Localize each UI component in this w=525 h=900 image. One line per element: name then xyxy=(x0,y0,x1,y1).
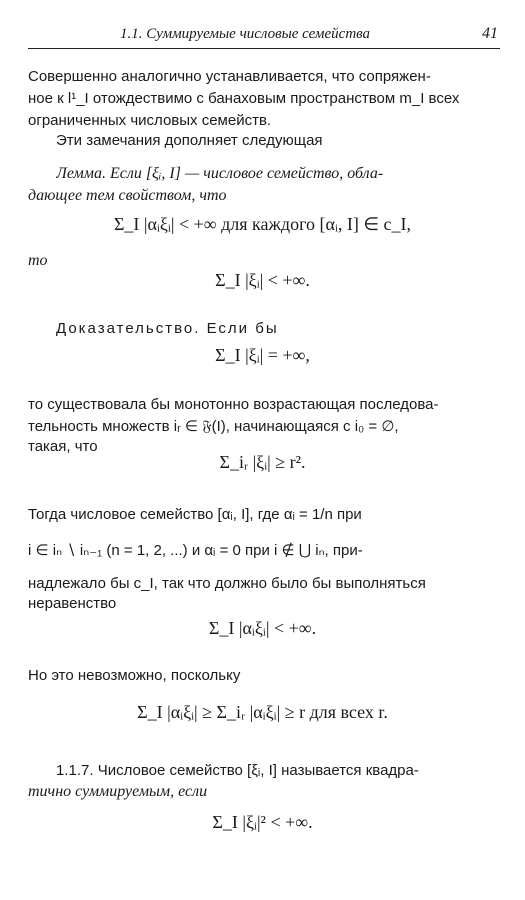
text-line: такая, что xyxy=(28,438,98,455)
text-line: Эти замечания дополняет следующая xyxy=(56,132,323,149)
page-number: 41 xyxy=(482,25,498,42)
formula-4: Σ_iᵣ |ξᵢ| ≥ r². xyxy=(219,452,306,472)
text-line: надлежало бы c_I, так что должно было бы выполняться xyxy=(28,575,426,592)
formula-1: Σ_I |αᵢξᵢ| < +∞ для каждого [αᵢ, I] ∈ c_I, xyxy=(113,214,412,234)
lemma-statement: Лемма. Если [ξᵢ, I] — числовое семейство, обла- xyxy=(56,165,384,182)
formula-6: Σ_I |αᵢξᵢ| ≥ Σ_iᵣ |αᵢξᵢ| ≥ r для всех r. xyxy=(137,702,388,722)
text-line: Тогда числовое семейство [αᵢ, I], где αᵢ = 1/n при xyxy=(28,506,362,523)
text-line: неравенство xyxy=(28,595,117,612)
text-line: ное к l¹_I отождествимо с банаховым пространством m_I всех xyxy=(28,90,460,107)
text-line: ограниченных числовых семейств. xyxy=(28,112,272,129)
text-line: то существовала бы монотонно возрастающая последова- xyxy=(28,396,439,413)
text-line: i ∈ iₙ ∖ iₙ₋₁ (n = 1, 2, ...) и αᵢ = 0 при i ∉ ⋃ iₙ, при- xyxy=(28,542,363,559)
text-line: тельность множеств iᵣ ∈ 𝔉(I), начинающаяся с i₀ = ∅, xyxy=(28,418,399,435)
formula-7: Σ_I |ξᵢ|² < +∞. xyxy=(212,812,313,832)
text-line: Но это невозможно, поскольку xyxy=(28,667,241,684)
definition-cont: тично суммируемым, если xyxy=(28,783,208,800)
proof-start: Доказательство. Если бы xyxy=(56,320,279,337)
formula-5: Σ_I |αᵢξᵢ| < +∞. xyxy=(208,618,317,638)
formula-2: Σ_I |ξᵢ| < +∞. xyxy=(215,270,310,290)
formula-3: Σ_I |ξᵢ| = +∞, xyxy=(215,345,310,365)
section-title: 1.1. Суммируемые числовые семейства xyxy=(120,26,371,42)
definition-start: 1.1.7. Числовое семейство [ξᵢ, I] называется квадра- xyxy=(56,762,419,779)
text-line: Совершенно аналогично устанавливается, что сопряжен- xyxy=(28,68,431,85)
text-line: то xyxy=(28,252,48,269)
running-header xyxy=(28,22,500,49)
lemma-statement-cont: дающее тем свойством, что xyxy=(28,187,227,204)
